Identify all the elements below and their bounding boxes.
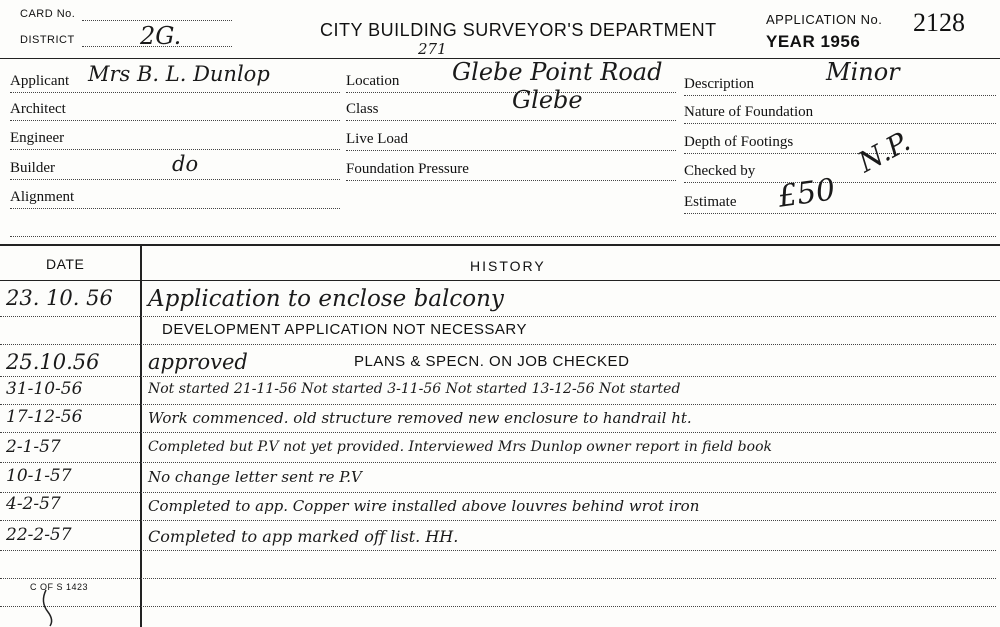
history-row-line — [0, 606, 996, 607]
history-row-line — [0, 316, 996, 317]
location-line — [346, 92, 676, 93]
district-value: 2G. — [140, 22, 182, 50]
history-date: 22-2-57 — [6, 525, 72, 545]
applicant-label: Applicant — [10, 73, 70, 89]
application-no-value: 2128 — [913, 8, 965, 37]
architect-label: Architect — [10, 101, 66, 117]
applicant-line — [10, 92, 340, 93]
history-row-line — [0, 492, 996, 493]
history-date: 4-2-57 — [6, 494, 61, 514]
history-entry: No change letter sent re P.V — [148, 468, 362, 486]
history-entry: Completed to app marked off list. HH. — [148, 527, 459, 546]
history-date: 31-10-56 — [6, 379, 83, 399]
architect-line — [10, 120, 340, 121]
foundation-pressure-label: Foundation Pressure — [346, 161, 469, 177]
history-row-line — [0, 432, 996, 433]
date-header: DATE — [46, 256, 85, 272]
history-entry: Work commenced. old structure removed new enclosure to handrail ht. — [148, 409, 692, 427]
applicant-value: Mrs B. L. Dunlop — [88, 62, 270, 86]
builder-line — [10, 179, 340, 180]
department-title: CITY BUILDING SURVEYOR'S DEPARTMENT — [320, 20, 717, 40]
history-stamp: PLANS & SPECN. ON JOB CHECKED — [354, 353, 630, 370]
description-line — [684, 95, 996, 96]
fields-bottom-line — [10, 236, 996, 237]
history-entry: Not started 21-11-56 Not started 3-11-56 Not started 13-12-56 Not started — [148, 381, 681, 397]
builder-label: Builder — [10, 160, 55, 176]
history-header-rule — [0, 280, 1000, 281]
location-value: Glebe Point Road — [452, 58, 663, 86]
class-label: Class — [346, 101, 379, 117]
history-entry: Completed to app. Copper wire installed above louvres behind wrot iron — [148, 497, 700, 515]
history-date: 10-1-57 — [6, 466, 72, 486]
history-date: 17-12-56 — [6, 407, 83, 427]
estimate-value: £50 — [775, 172, 838, 215]
live-load-line — [346, 150, 676, 151]
location-label: Location — [346, 73, 400, 89]
history-row-line — [0, 462, 996, 463]
history-entry: approved — [148, 350, 248, 374]
date-column-divider — [140, 244, 142, 627]
history-row-line — [0, 376, 996, 377]
history-row-line — [0, 344, 996, 345]
card-no-label: CARD No. — [20, 8, 76, 20]
year-label: YEAR 1956 — [766, 32, 861, 51]
history-entry: Application to enclose balcony — [148, 286, 504, 312]
application-no-label: APPLICATION No. — [766, 12, 883, 27]
history-top-rule — [0, 244, 1000, 246]
description-value: Minor — [826, 58, 900, 86]
checked-by-line — [684, 182, 996, 183]
history-row-line — [0, 404, 996, 405]
history-row-line — [0, 520, 996, 521]
checked-by-label: Checked by — [684, 163, 756, 179]
depth-of-footings-label: Depth of Footings — [684, 134, 794, 150]
engineer-line — [10, 149, 340, 150]
nature-of-foundation-line — [684, 123, 996, 124]
history-row-line — [0, 550, 996, 551]
history-header: HISTORY — [470, 258, 546, 274]
history-row-line — [0, 578, 996, 579]
card-no-line — [82, 20, 232, 21]
checked-by-value: N.P. — [852, 124, 916, 179]
nature-of-foundation-label: Nature of Foundation — [684, 104, 814, 120]
location-number: 271 — [418, 40, 447, 58]
history-date: 25.10.56 — [6, 350, 100, 374]
live-load-label: Live Load — [346, 131, 409, 147]
estimate-line — [684, 213, 996, 214]
class-line — [346, 120, 676, 121]
alignment-line — [10, 208, 340, 209]
history-date: 23. 10. 56 — [6, 286, 113, 310]
history-date: 2-1-57 — [6, 437, 61, 457]
alignment-label: Alignment — [10, 189, 75, 205]
engineer-label: Engineer — [10, 130, 65, 146]
pen-stroke-mark — [36, 588, 60, 627]
foundation-pressure-line — [346, 180, 676, 181]
history-stamp: DEVELOPMENT APPLICATION NOT NECESSARY — [162, 321, 527, 338]
form-number: C OF S 1423 — [30, 582, 89, 592]
district-label: DISTRICT — [20, 34, 75, 46]
history-entry: Completed but P.V not yet provided. Interviewed Mrs Dunlop owner report in field book — [148, 439, 772, 455]
description-label: Description — [684, 76, 754, 92]
depth-of-footings-line — [684, 153, 996, 154]
builder-value: do — [172, 152, 199, 176]
location-suburb: Glebe — [512, 86, 583, 114]
estimate-label: Estimate — [684, 194, 737, 210]
